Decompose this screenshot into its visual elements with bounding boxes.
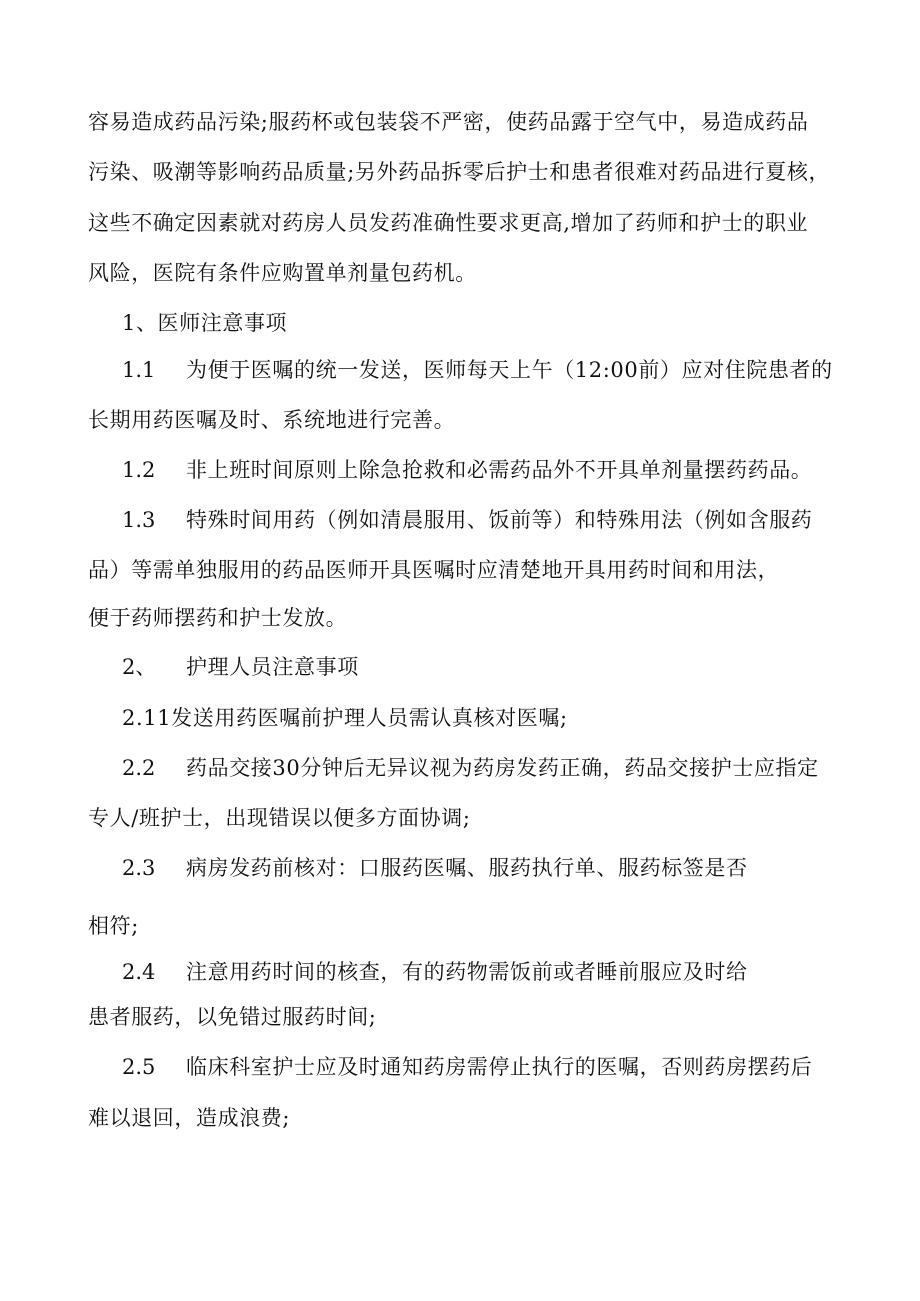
intro-line-3: 这些不确定因素就对药房人员发药准确性要求更高,增加了药师和护士的职业 (88, 211, 809, 235)
item-1-2-number: 1.2 (122, 458, 156, 482)
item-2-11-number: 2.11 (122, 706, 172, 730)
item-2-5-line-1 (122, 1053, 812, 1081)
item-2-3-line-2: 相符; (88, 914, 139, 938)
section2-heading (122, 653, 359, 681)
item-1-2-line-1 (122, 456, 812, 484)
item-2-2-line-2: 专人/班护士，出现错误以便多方面协调; (88, 806, 471, 830)
item-1-3-line-1 (122, 506, 812, 534)
intro-line-1: 容易造成药品污染;服药杯或包装袋不严密，使药品露于空气中，易造成药品 (88, 110, 809, 134)
section1-heading: 1、医师注意事项 (122, 311, 288, 335)
item-2-3-line-1 (122, 854, 748, 882)
item-1-1-line-2: 长期用药医嘱及时、系统地进行完善。 (88, 408, 456, 432)
item-2-4-line-2: 患者服药，以免错过服药时间; (88, 1005, 377, 1029)
item-1-3-line-2: 品）等需单独服用的药品医师开具医嘱时应清楚地开具用药时间和用法， (88, 558, 780, 582)
item-2-3-text: 病房发药前核对：口服药医嘱、服药执行单、服药标签是否 (186, 856, 748, 880)
item-1-1-number: 1.1 (122, 358, 156, 382)
item-1-3-text: 特殊时间用药（例如清晨服用、饭前等）和特殊用法（例如含服药 (186, 508, 813, 532)
item-2-5-number: 2.5 (122, 1055, 156, 1079)
item-2-11-line-1 (122, 704, 568, 732)
item-2-5-line-2: 难以退回，造成浪费; (88, 1106, 291, 1130)
item-2-11-text: 发送用药医嘱前护理人员需认真核对医嘱; (171, 706, 568, 730)
item-1-2-text: 非上班时间原则上除急抢救和必需药品外不开具单剂量摆药药品。 (186, 458, 813, 482)
item-1-3-number: 1.3 (122, 508, 156, 532)
item-2-5-text: 临床科室护士应及时通知药房需停止执行的医嘱，否则药房摆药后 (186, 1055, 813, 1079)
item-2-3-number: 2.3 (122, 856, 156, 880)
item-1-1-text: 为便于医嘱的统一发送，医师每天上午（12:00前）应对住院患者的 (186, 358, 833, 382)
item-1-3-line-3: 便于药师摆药和护士发放。 (88, 606, 348, 630)
intro-line-2: 污染、吸潮等影响药品质量;另外药品拆零后护士和患者很难对药品进行夏核， (88, 160, 831, 184)
item-2-4-line-1 (122, 958, 748, 986)
item-2-4-text: 注意用药时间的核查，有的药物需饭前或者睡前服应及时给 (186, 960, 748, 984)
item-1-1-line-1 (122, 356, 833, 384)
item-2-2-line-1 (122, 754, 819, 782)
section2-heading-number: 2、 (122, 655, 157, 679)
section2-heading-text: 护理人员注意事项 (186, 655, 359, 679)
item-2-4-number: 2.4 (122, 960, 156, 984)
intro-line-4: 风险，医院有条件应购置单剂量包药机。 (88, 261, 477, 285)
item-2-2-number: 2.2 (122, 756, 156, 780)
item-2-2-text: 药品交接30分钟后无异议视为药房发药正确，药品交接护士应指定 (186, 756, 819, 780)
